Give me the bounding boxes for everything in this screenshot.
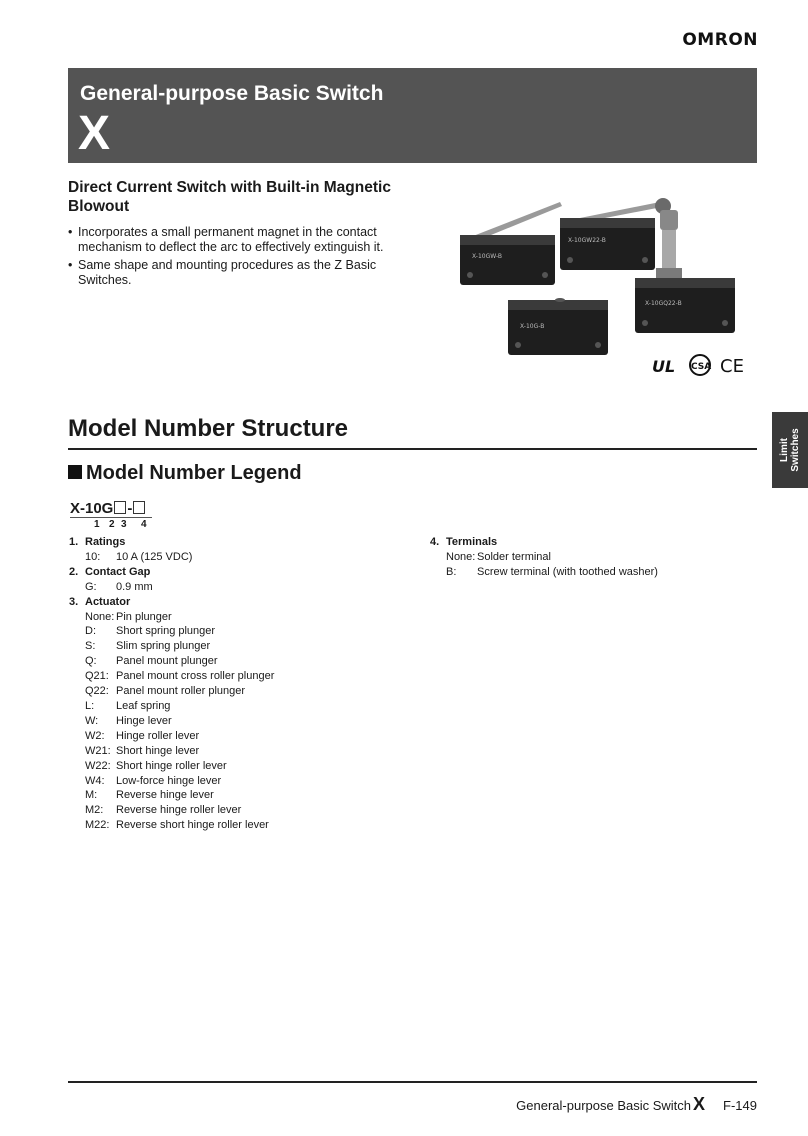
legend-item: Q: Panel mount plunger (85, 655, 218, 668)
legend-heading: 1. Ratings (69, 536, 126, 548)
placeholder-box-icon (133, 501, 145, 514)
feature-bullet: • Incorporates a small permanent magnet in the contact mechanism to deflect the arc to effectively extinguish it. (68, 225, 413, 255)
legend-right-column (430, 535, 750, 580)
photo-label: X-10GQ22-B (645, 300, 682, 307)
feature-bullet: • Same shape and mounting procedures as the Z Basic Switches. (68, 258, 413, 288)
section-side-tab[interactable] (772, 412, 808, 488)
position-number: 3 (121, 519, 127, 530)
legend-item: M: Reverse hinge lever (85, 789, 214, 802)
legend-item: Q21: Panel mount cross roller plunger (85, 670, 275, 683)
legend-item: None: Pin plunger (85, 610, 172, 623)
product-photo (450, 190, 760, 375)
square-bullet-icon (68, 465, 82, 479)
page-number: F-149 (723, 1098, 757, 1113)
footer-title: General-purpose Basic Switch (516, 1098, 692, 1113)
certification-marks (650, 352, 760, 378)
legend-heading: 4. Terminals (430, 536, 498, 548)
footer-divider (68, 1081, 757, 1083)
legend-heading: 3. Actuator (69, 595, 131, 608)
legend-item: W21: Short hinge lever (85, 744, 200, 757)
legend-item: W2: Hinge roller lever (85, 729, 200, 742)
ul-mark-icon: UL (652, 357, 676, 376)
position-number: 1 (94, 519, 100, 530)
title-banner (68, 68, 757, 163)
switch-lever-image (460, 202, 562, 285)
footer-model: X (693, 1094, 706, 1114)
legend-item: M22: Reverse short hinge roller lever (85, 819, 269, 832)
position-number: 4 (141, 519, 147, 530)
side-tab-label: Limit Switches (779, 428, 801, 472)
position-number: 2 (109, 519, 115, 530)
legend-left-column (69, 535, 399, 833)
product-model: X (78, 107, 111, 160)
legend-item: M2: Reverse hinge roller lever (85, 804, 242, 817)
legend-item: Q22: Panel mount roller plunger (85, 685, 246, 698)
section-divider (68, 448, 757, 450)
legend-item: L: Leaf spring (85, 699, 171, 712)
legend-item: None: Solder terminal (446, 550, 551, 563)
photo-label: X-10G-B (520, 323, 545, 330)
placeholder-box-icon (114, 501, 126, 514)
legend-item: W4: Low-force hinge lever (85, 774, 222, 787)
intro-title: Direct Current Switch with Built-in Magnetic Blowout (68, 179, 391, 215)
legend-item: B: Screw terminal (with toothed washer) (446, 565, 658, 578)
legend-item: D: Short spring plunger (85, 625, 216, 638)
section-title: Model Number Structure (68, 415, 349, 442)
legend-item: W: Hinge lever (85, 714, 172, 727)
photo-label: X-10GW-B (472, 253, 503, 260)
model-code: X-10G - (70, 500, 146, 517)
subsection-title: Model Number Legend (68, 462, 302, 485)
svg-text:CSA: CSA (691, 362, 712, 372)
legend-item: S: Slim spring plunger (85, 640, 211, 653)
page-footer (516, 1094, 757, 1115)
legend-heading: 2. Contact Gap (69, 565, 151, 578)
legend-item: W22: Short hinge roller lever (85, 759, 227, 772)
legend-item: 10: 10 A (125 VDC) (85, 550, 193, 563)
photo-label: X-10GW22-B (568, 237, 606, 244)
product-subtitle: General-purpose Basic Switch (80, 82, 384, 105)
model-code-underline (70, 517, 152, 518)
omron-logo: OMRON (682, 30, 758, 50)
legend-item: G: 0.9 mm (85, 580, 153, 593)
switch-roller-lever-image (560, 198, 671, 270)
ce-mark-icon: CE (720, 356, 744, 377)
feature-list (68, 225, 413, 291)
switch-pin-plunger-image (508, 298, 608, 355)
